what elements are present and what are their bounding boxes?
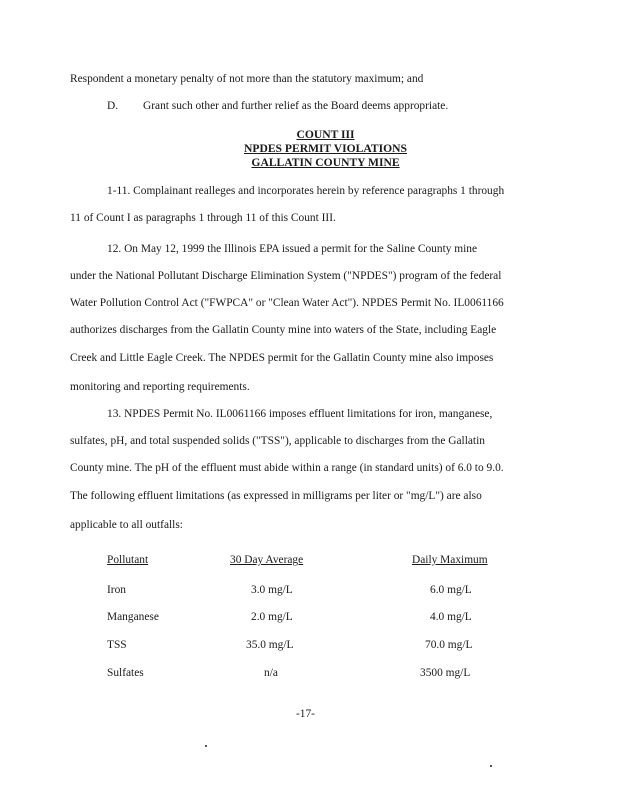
count-heading-line-2: NPDES PERMIT VIOLATIONS <box>244 142 407 155</box>
count-heading-line-3: GALLATIN COUNTY MINE <box>251 156 400 169</box>
table-cell: Manganese <box>107 611 159 623</box>
table-header-pollutant: Pollutant <box>107 554 149 566</box>
table-cell: 35.0 mg/L <box>246 639 294 651</box>
table-header-daily-maximum: Daily Maximum <box>412 554 488 566</box>
table-cell: n/a <box>264 667 278 679</box>
table-cell: 3500 mg/L <box>420 667 471 679</box>
para-13-line-4: The following effluent limitations (as expressed in milligrams per liter or "mg/L") are also <box>70 490 482 502</box>
table-cell: 4.0 mg/L <box>430 611 472 623</box>
table-cell: Iron <box>107 584 126 596</box>
table-cell: 3.0 mg/L <box>251 584 293 596</box>
para-12-line-3: Water Pollution Control Act ("FWPCA" or "Clean Water Act"). NPDES Permit No. IL0061166 <box>70 297 504 309</box>
para-12-line-4: authorizes discharges from the Gallatin County mine into waters of the State, including Eagle <box>70 324 497 336</box>
item-d-text: Grant such other and further relief as the Board deems appropriate. <box>143 100 449 112</box>
para-12-line-6: monitoring and reporting requirements. <box>70 381 250 393</box>
item-d-letter: D. <box>107 100 119 112</box>
table-cell: 6.0 mg/L <box>430 584 472 596</box>
table-cell: 70.0 mg/L <box>425 639 473 651</box>
scan-speck <box>490 765 492 767</box>
table-cell: Sulfates <box>107 667 144 679</box>
opening-line: Respondent a monetary penalty of not more than the statutory maximum; and <box>70 73 424 85</box>
para-13-line-1: 13. NPDES Permit No. IL0061166 imposes effluent limitations for iron, manganese, <box>107 408 493 420</box>
para-12-line-5: Creek and Little Eagle Creek. The NPDES permit for the Gallatin County mine also imposes <box>70 352 494 364</box>
para-13-line-2: sulfates, pH, and total suspended solids ("TSS"), applicable to discharges from the Gallatin <box>70 435 485 447</box>
para-1-11-line-1: 1-11. Complainant realleges and incorporates herein by reference paragraphs 1 through <box>107 185 505 197</box>
table-header-30-day-average: 30 Day Average <box>230 554 304 566</box>
para-12-line-2: under the National Pollutant Discharge Elimination System ("NPDES") program of the federal <box>70 270 502 282</box>
table-cell: 2.0 mg/L <box>251 611 293 623</box>
para-13-line-3: County mine. The pH of the effluent must abide within a range (in standard units) of 6.0 to 9.0. <box>70 462 504 474</box>
para-1-11-line-2: 11 of Count I as paragraphs 1 through 11 of this Count III. <box>70 212 336 224</box>
page-number: -17- <box>296 708 315 720</box>
para-12-line-1: 12. On May 12, 1999 the Illinois EPA issued a permit for the Saline County mine <box>107 243 478 255</box>
para-13-line-5: applicable to all outfalls: <box>70 519 183 531</box>
scan-speck <box>205 745 207 747</box>
table-cell: TSS <box>107 639 127 651</box>
count-heading-line-1: COUNT III <box>296 128 355 141</box>
